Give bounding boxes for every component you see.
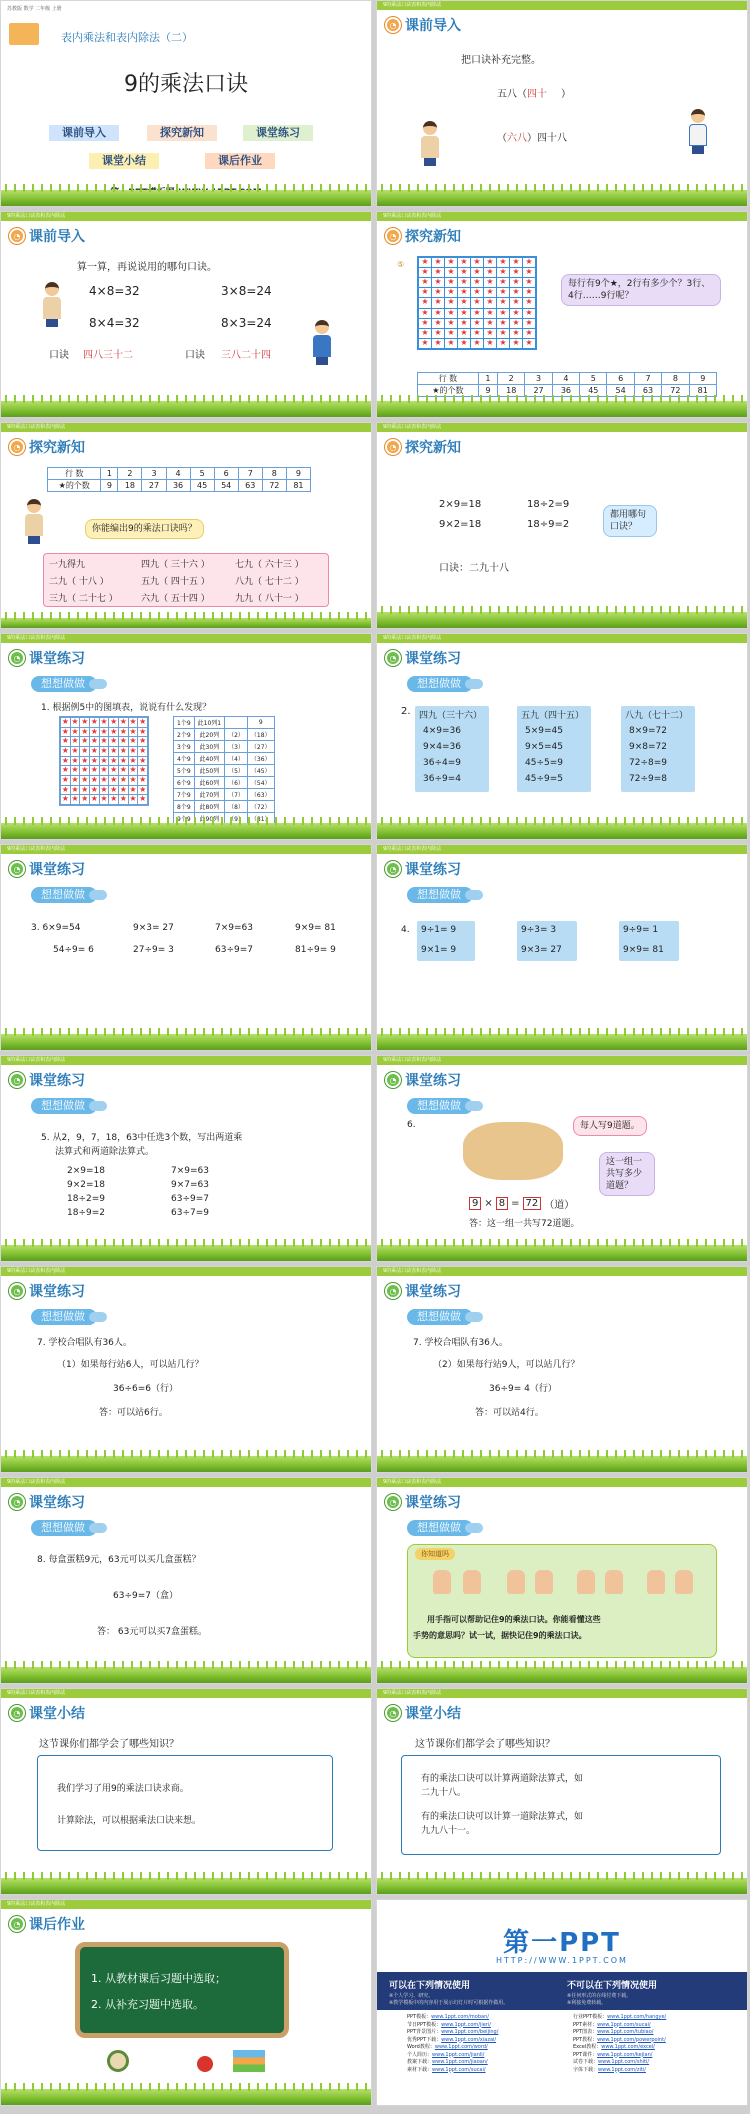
cover-tag: 苏教版 数学 二年级 上册	[7, 6, 62, 12]
slide-practice-4[interactable]: 9的乘法口诀表和表内除法 ◔ 课堂练习 想想做做 4. 9÷1= 9 9÷3= 3 9÷9= 1 9×1= 9 9×3= 27 9×9= 81	[376, 844, 748, 1051]
label-2: 口诀	[185, 350, 205, 361]
clock-icon: ◔	[385, 650, 401, 666]
think-pill: 想想做做	[31, 1520, 97, 1536]
think-pill: 想想做做	[31, 1309, 97, 1325]
hand-icon	[507, 1570, 525, 1594]
slide-cover[interactable]	[0, 0, 372, 207]
link[interactable]: www.1ppt.com/jianli/	[432, 2051, 485, 2058]
link[interactable]: www.1ppt.com/sucai/	[432, 2066, 486, 2073]
link[interactable]: www.1ppt.com/powerpoint/	[597, 2036, 666, 2043]
section-title: ◔ 课前导入	[9, 226, 85, 246]
nav-intro[interactable]: 课前导入	[49, 125, 119, 141]
nav-practice[interactable]: 课堂练习	[243, 125, 313, 141]
clock-icon: ◔	[9, 1916, 25, 1932]
clock-icon: ◔	[9, 1283, 25, 1299]
link[interactable]: www.1ppt.com/jieri/	[441, 2021, 491, 2028]
clock-icon: ◔	[385, 1283, 401, 1299]
question-bubble: 都用哪句口诀？	[603, 505, 657, 537]
nav-summary[interactable]: 课堂小结	[89, 153, 159, 169]
section-title: ◔ 课堂练习	[385, 648, 461, 668]
link[interactable]: www.1ppt.com/shiti/	[598, 2059, 650, 2065]
clock-icon: ◔	[9, 650, 25, 666]
section-title: ◔ 课堂练习	[9, 1492, 85, 1512]
clock-icon: ◔	[385, 861, 401, 877]
hand-icon	[433, 1570, 451, 1594]
hand-icon	[605, 1570, 623, 1594]
ppt-logo: 第一PPT	[503, 1928, 621, 1958]
section-title: ◔ 课堂练习	[9, 648, 85, 668]
blackboard	[75, 1942, 289, 2038]
slide-practice-10[interactable]: 9的乘法口诀表和表内除法 ◔ 课堂练习 想想做做 你知道吗 用手指可以帮助记住9的乘法口诀。你能看懂这些 手势的意思吗？试一试，据快记住9的乘法口诀。	[376, 1477, 748, 1684]
hand-icon	[463, 1570, 481, 1594]
grass-decor	[1, 190, 371, 206]
star-grid: ★ ★ ★ ★ ★ ★ ★ ★ ★ ★ ★ ★ ★ ★ ★ ★ ★ ★ ★ ★ ★ ★ ★ ★ ★ ★ ★ ★ ★ ★ ★ ★ ★ ★ ★ ★ ★ ★ ★ ★ ★ ★ ★ ★ ★ ★ ★ ★ ★ ★ ★ ★ ★ ★ ★ ★ ★ ★ ★ ★ ★ ★ ★ ★ ★ ★ ★ ★ ★ ★ ★ ★ ★ ★ ★ ★ ★ ★ ★ ★ ★	[59, 716, 149, 806]
clock-icon: ◔	[385, 17, 401, 33]
clock-icon: ◔	[385, 228, 401, 244]
bubble-total: 这一组一共写多少道题？	[599, 1152, 655, 1196]
think-pill: 想想做做	[407, 887, 473, 903]
slide-practice-5[interactable]: 9的乘法口诀表和表内除法 ◔ 课堂练习 想想做做 5. 从2，9，7，18，63中任选3个数，写出两道乘 法算式和两道除法算式。 2×9=18 7×9=63 9×2=18 9×7=63 18÷2=9 63÷9=7 18÷9=2 63÷7=9	[0, 1055, 372, 1262]
hand-icon	[535, 1570, 553, 1594]
boy-figure	[687, 109, 709, 155]
section-title: ◔ 课堂练习	[9, 1070, 85, 1090]
summary-box	[401, 1755, 721, 1855]
fill-table: 1个9 此10列1 9 2个9 此20列 （2） （18） 3个9 此30列 （3） （27） 4个9 此40列 （4） （36） 5个9 此50列 （5） （45） 6个9 此60列 （6） （54） 7个9 此70列 （7） （63） 8个9 此80列 （8） （72）	[173, 716, 275, 825]
star-grid: ★ ★ ★ ★ ★ ★ ★ ★ ★ ★ ★ ★ ★ ★ ★ ★ ★ ★ ★ ★ ★ ★ ★ ★ ★ ★ ★ ★ ★ ★ ★ ★ ★ ★ ★ ★ ★ ★ ★ ★ ★ ★ ★ ★ ★ ★ ★ ★ ★ ★ ★ ★ ★ ★ ★ ★ ★ ★ ★ ★ ★ ★ ★ ★ ★ ★ ★ ★ ★ ★ ★ ★ ★ ★ ★ ★ ★ ★ ★ ★ ★	[417, 256, 537, 350]
header-tag: 9的乘法口诀表和表内除法	[383, 2, 442, 8]
link[interactable]: www.1ppt.com/beijing/	[441, 2029, 499, 2035]
section-title: ◔ 课后作业	[9, 1914, 85, 1934]
eq-2: 3×8=24	[221, 284, 272, 298]
slide-practice-9[interactable]: 9的乘法口诀表和表内除法 ◔ 课堂练习 想想做做 8. 每盒蛋糕9元，63元可以买几盒蛋糕？ 63÷9=7（盒） 答： 63元可以买7盒蛋糕。	[0, 1477, 372, 1684]
link[interactable]: www.1ppt.com/jiaoan/	[432, 2059, 488, 2065]
think-pill: 想想做做	[31, 676, 97, 692]
answer: 口诀：二九十八	[439, 563, 509, 574]
rows-table: 行 数 1 2 3 4 5 6 7 8 9 ★的个数 9 18 27 36 45 54 63 72 81	[47, 467, 311, 492]
think-pill: 想想做做	[407, 1309, 473, 1325]
link[interactable]: www.1ppt.com/word/	[434, 2044, 488, 2050]
clock-icon: ◔	[9, 861, 25, 877]
clock-icon: ◔	[9, 1494, 25, 1510]
answer-2: 三八二十四	[221, 350, 271, 361]
hand-icon	[577, 1570, 595, 1594]
instruction: 把口诀补充完整。	[461, 55, 541, 66]
hand-icon	[647, 1570, 665, 1594]
example-badge: ⑤	[397, 260, 405, 269]
slide-summary-1[interactable]: 9的乘法口诀表和表内除法 ◔ 课堂小结 这节课你们都学会了哪些知识？ 我们学习了用9的乘法口诀求商。 计算除法，可以根据乘法口诀来想。	[0, 1688, 372, 1895]
clock-icon: ◔	[385, 1072, 401, 1088]
section-title: ◔ 课堂练习	[385, 859, 461, 879]
section-title: ◔ 课前导入	[385, 15, 461, 35]
link[interactable]: www.1ppt.com/excel/	[601, 2044, 655, 2050]
section-title: ◔ 课堂练习	[385, 1281, 461, 1301]
link[interactable]: www.1ppt.com/moban/	[431, 2014, 489, 2020]
section-title: ◔ 课堂练习	[385, 1070, 461, 1090]
teacher-figure	[419, 121, 441, 167]
eq-1: 4×8=32	[89, 284, 140, 298]
apple-prop	[197, 2056, 213, 2072]
link[interactable]: www.1ppt.com/xiazai/	[441, 2036, 497, 2043]
slide-practice-1[interactable]: 9的乘法口诀表和表内除法 ◔ 课堂练习 想想做做 1. 根据例5中的图填表，说说有什么发现？ ★ ★ ★ ★ ★ ★ ★ ★ ★ ★ ★ ★ ★ ★ ★ ★ ★ ★ ★ ★ ★ ★ ★ ★ ★ ★ ★ ★ ★ ★ ★ ★ ★ ★ ★ ★ ★ ★ ★ ★ ★ ★ ★ ★ ★ ★ ★ ★ ★ ★ ★ ★ ★ ★ ★ ★ ★ ★ ★ ★ ★ ★ ★ ★ ★ ★ ★ ★ ★ ★ ★ ★ ★ ★ ★ ★ ★ ★ ★ ★ ★ 1个9 此10列1 9 2个9 此20列 （2） （18） 3个9 此30列 （3） （27） 4个9 此40列 （4） （36） 5个9 此50列 （5） （45） 6个9 此60列 （6） （54） 7个9 此70列 （7） （63） 8个9 此80列 （8） （72）	[0, 633, 372, 840]
nav-explore[interactable]: 探究新知	[147, 125, 217, 141]
clock-icon: ◔	[385, 439, 401, 455]
summary-box	[37, 1755, 333, 1851]
bubble-each: 每人写9道题。	[573, 1116, 647, 1136]
think-pill: 想想做做	[31, 1098, 97, 1114]
teacher-figure	[23, 499, 45, 545]
section-title: ◔ 课堂小结	[385, 1703, 461, 1723]
slide-intro-1[interactable]	[376, 0, 748, 207]
clock-icon: ◔	[9, 1072, 25, 1088]
hand-icon	[675, 1570, 693, 1594]
teacher-figure	[41, 282, 63, 328]
question-bubble: 你能编出9的乘法口诀吗？	[85, 519, 204, 539]
clock-prop	[107, 2050, 129, 2072]
cover-subtitle: 表内乘法和表内除法（二）	[61, 31, 193, 44]
slide-homework[interactable]: 9的乘法口诀表和表内除法 ◔ 课后作业 1. 从教材课后习题中选取； 2. 从补充习题中选取。	[0, 1899, 372, 2106]
rows-table: 行 数 1 2 3 4 5 6 7 8 9 ★的个数 9 18 27 36 45 54 63 72 81	[417, 372, 717, 397]
line-1: 五八（四十 ）	[497, 89, 571, 100]
section-title: ◔ 探究新知	[385, 437, 461, 457]
fact-tag: 你知道吗	[415, 1548, 455, 1560]
link[interactable]: www.1ppt.com/hangye/	[607, 2014, 667, 2020]
eq-3: 8×4=32	[89, 316, 140, 330]
link[interactable]: www.1ppt.com/tubiao/	[597, 2029, 654, 2035]
section-title: ◔ 探究新知	[385, 226, 461, 246]
answer-1: 四八三十二	[83, 350, 133, 361]
line-2: （六八）四十八	[497, 133, 567, 144]
slide-explore-1[interactable]: 9的乘法口诀表和表内除法 ◔ 探究新知 ⑤ ★ ★ ★ ★ ★ ★ ★ ★ ★ ★ ★ ★ ★ ★ ★ ★ ★ ★ ★ ★ ★ ★ ★ ★ ★ ★ ★ ★ ★ ★ ★ ★ ★ ★ ★ ★ ★ ★ ★ ★ ★ ★ ★ ★ ★ ★ ★ ★ ★ ★ ★ ★ ★ ★ ★ ★ ★ ★ ★ ★ ★ ★ ★ ★ ★ ★ ★ ★ ★ ★ ★ ★ ★ ★ ★ ★ ★ ★ ★ ★ ★ 每行有9个★，2行有多少个？3行、4行……9行呢？ 行 数 1 2 3 4 5 6 7 8 9 ★的个数 9 18 27 36 45 54 63 72 81	[376, 211, 748, 418]
children-table-picture	[463, 1122, 563, 1180]
section-title: ◔ 课堂练习	[9, 859, 85, 879]
label-1: 口诀	[49, 350, 69, 361]
equation: 9 × 8 = 72 （道）	[469, 1196, 574, 1211]
section-title: ◔ 探究新知	[9, 437, 85, 457]
slide-practice-2[interactable]: 9的乘法口诀表和表内除法 ◔ 课堂练习 想想做做 2. 四九（三十六） 4×9=36 9×4=36 36÷4=9 36÷9=4 五九（四十五） 5×9=45 9×5=45 45÷5=9 45÷9=5 八九（七十二） 8×9=72 9×8=72 72÷8=9 72÷9=8	[376, 633, 748, 840]
question-bubble: 每行有9个★，2行有多少个？3行、4行……9行呢？	[561, 274, 721, 306]
ppt-url[interactable]: HTTP://WWW.1PPT.COM	[496, 1956, 628, 1965]
link[interactable]: www.1ppt.com/ziti/	[598, 2066, 646, 2073]
instruction: 算一算，再说说用的哪句口诀。	[77, 262, 217, 273]
link[interactable]: www.1ppt.com/kejian/	[597, 2051, 653, 2058]
section-title: ◔ 课堂练习	[9, 1281, 85, 1301]
think-pill: 想想做做	[407, 676, 473, 692]
think-pill: 想想做做	[31, 887, 97, 903]
slide-practice-6[interactable]: 9的乘法口诀表和表内除法 ◔ 课堂练习 想想做做 6. 每人写9道题。 这一组一共写多少道题？ 9 × 8 = 72 （道） 答：这一组一共写72道题。	[376, 1055, 748, 1262]
slide-explore-3[interactable]: 9的乘法口诀表和表内除法 ◔ 探究新知 2×9=18 18÷2=9 9×2=18 18÷9=2 都用哪句口诀？ 口诀：二九十八	[376, 422, 748, 629]
link[interactable]: www.1ppt.com/sucai/	[597, 2021, 651, 2028]
section-title: ◔ 课堂练习	[385, 1492, 461, 1512]
section-title: ◔ 课堂小结	[9, 1703, 85, 1723]
clock-icon: ◔	[385, 1705, 401, 1721]
question: 1. 根据例5中的图填表，说说有什么发现？	[41, 703, 212, 713]
slide-explore-2[interactable]: 9的乘法口诀表和表内除法 ◔ 探究新知 行 数 1 2 3 4 5 6 7 8 9 ★的个数 9 18 27 36 45 54 63 72 81 你能编出9的乘法口诀吗？ 一九得九 四九（ 三十六 ） 七九（ 六十三 ） 二九（ 十八 ） 五九（ 四十五 ） 八九（ 七十二 ） 三九（ 二十七 ） 六九（ 五十四 ） 九九（ 八十一 ）	[0, 422, 372, 629]
clock-icon: ◔	[9, 1705, 25, 1721]
slide-practice-8[interactable]: 9的乘法口诀表和表内除法 ◔ 课堂练习 想想做做 7. 学校合唱队有36人。 （2）如果每行站9人，可以站几行？ 36÷9= 4（行） 答：可以站4行。	[376, 1266, 748, 1473]
boy-figure	[311, 320, 333, 366]
slide-practice-3[interactable]: 9的乘法口诀表和表内除法 ◔ 课堂练习 想想做做 3. 6×9=54 9×3= 27 7×9=63 9×9= 81 54÷9= 6 27÷9= 3 63÷9=7 81÷9= 9	[0, 844, 372, 1051]
book-icon	[9, 23, 39, 45]
slide-practice-7[interactable]: 9的乘法口诀表和表内除法 ◔ 课堂练习 想想做做 7. 学校合唱队有36人。 （1）如果每行站6人，可以站几行？ 36÷6=6（行） 答：可以站6行。	[0, 1266, 372, 1473]
clock-icon: ◔	[9, 439, 25, 455]
slide-summary-2[interactable]: 9的乘法口诀表和表内除法 ◔ 课堂小结 这节课你们都学会了哪些知识？ 有的乘法口诀可以计算两道除法算式，如 二九十八。 有的乘法口诀可以计算一道除法算式，如 九九八十一。	[376, 1688, 748, 1895]
slide-intro-2[interactable]: 9的乘法口诀表和表内除法 ◔ 课前导入 算一算，再说说用的哪句口诀。 4×8=32 3×8=24 8×4=32 8×3=24 口诀 四八三十二 口诀 三八二十四	[0, 211, 372, 418]
cover-title: 9的乘法口诀	[124, 72, 248, 97]
nav-homework[interactable]: 课后作业	[205, 153, 275, 169]
slide-credits[interactable]: 第一PPT HTTP://WWW.1PPT.COM 可以在下列情况使用 不可以在下列情况使用 ※个人学习、研究。 ※任何形式的在线付费下载。 ※教学模板中的内容用于展示幻灯片时可根据作做用。 ※利接免费转载。 PPT模板：www.1ppt.com/moban/ 节日PPT模板：www.1ppt.com/jieri/ PPT背景图片：www.1ppt.com/beijing/ 优秀PPT下载：www.1ppt.com/xiazai/ Word教程：www.1ppt.com/word/ 个人简历：www.1ppt.com/jianli/ 教案下载：www.1ppt.com/jiaoan/ 素材下载：www.1ppt.com/sucai/ 行业PPT模板：www.1ppt.com/hangye/ PPT素材：www.1ppt.com/sucai/ PPT图表：www.1ppt.com/tubiao/ PPT教程：www.1ppt.com/powerpoint/ Excel教程：www.1ppt.com/excel/ PPT课件：www.1ppt.com/kejian/ 试卷下载：www.1ppt.com/shiti/ 字体下载：www.1ppt.com/ziti/	[376, 1899, 748, 2106]
clock-icon: ◔	[9, 228, 25, 244]
eq-4: 8×3=24	[221, 316, 272, 330]
books-prop	[233, 2050, 265, 2072]
think-pill: 想想做做	[407, 1520, 473, 1536]
think-pill: 想想做做	[407, 1098, 473, 1114]
clock-icon: ◔	[385, 1494, 401, 1510]
